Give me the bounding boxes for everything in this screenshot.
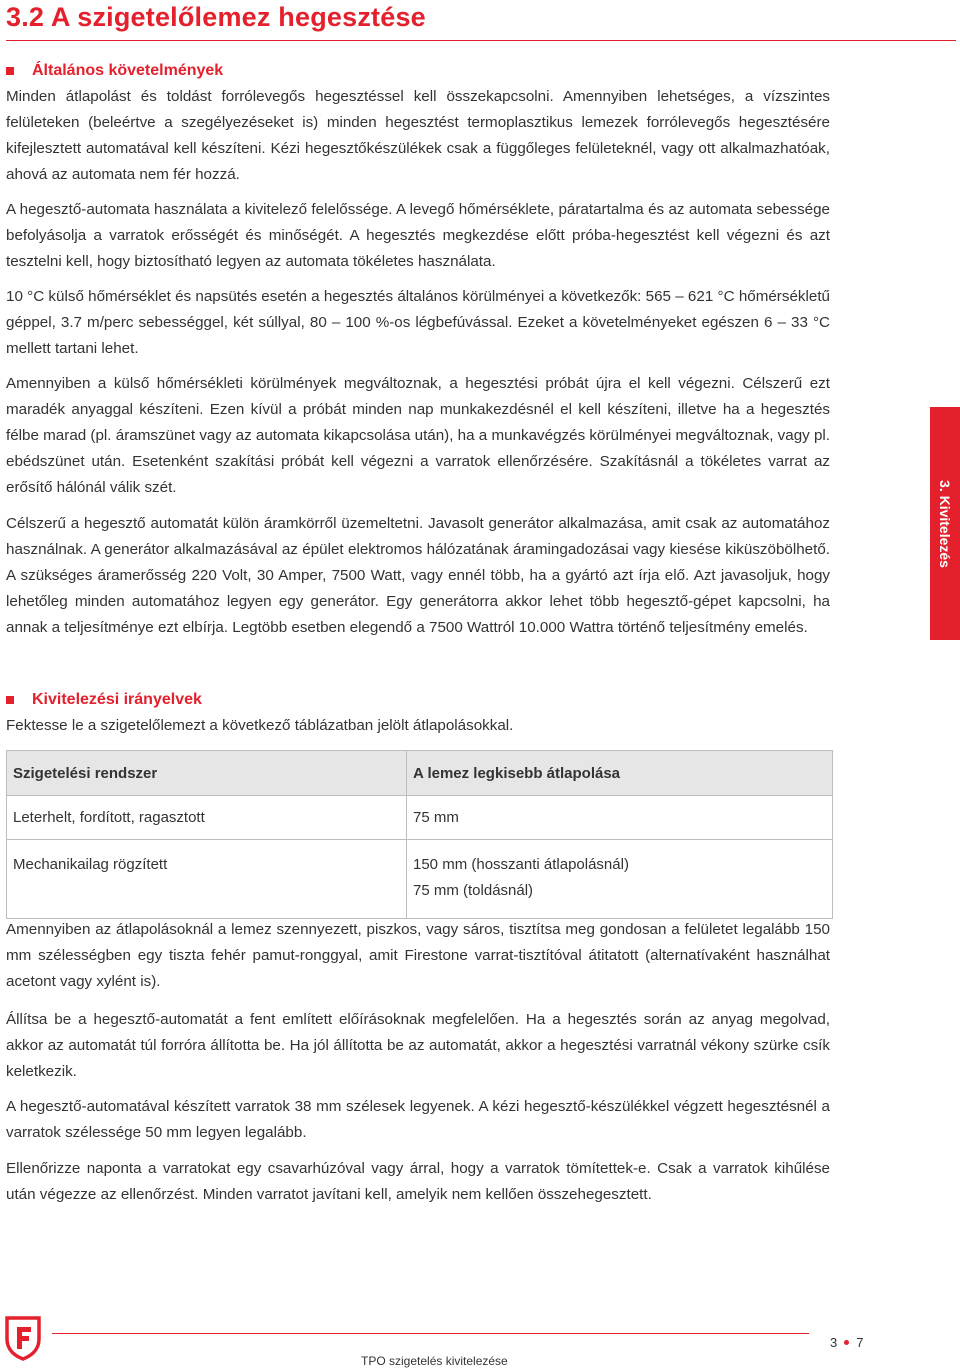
table-cell-system: Leterhelt, fordított, ragasztott: [7, 796, 407, 840]
execution-paragraph-3: A hegesztő-automatával készített varratok 38 mm szélesek legyenek. A kézi hegesztő-készülékkel végzett hegesztésnél a varratok szélessége 50 mm legyen legalább.: [6, 1098, 830, 1141]
general-paragraph-3: 10 °C külső hőmérséklet és napsütés esetén a hegesztés általános körülményei a következők: 565 – 621 °C hőmérsékletű géppel, 3.7 m/perc sebességgel, két súllyal, 80 – 100 %-os légbefúvással. Ezeket a követelményeket egészen 6 – 33 °C mellett tartani lehet.: [6, 288, 830, 357]
table-cell-overlap-line: 75 mm (toldásnál): [413, 882, 534, 899]
dot-icon: [844, 1340, 849, 1345]
page-number-value: 7: [856, 1335, 864, 1350]
execution-paragraph-1: Amennyiben az átlapolásoknál a lemez szennyezett, piszkos, vagy sáros, tisztítsa meg gondosan a felületet legalább 150 mm szélességben egy tiszta fehér pamut-ronggyal, amit Firestone varrat-tisztítóval átitatott (alternatívaként használhat acetont vagy xylént is).: [6, 921, 830, 990]
table-cell-overlap: [407, 840, 833, 919]
general-paragraph-2: A hegesztő-automata használata a kivitelező felelőssége. A levegő hőmérséklete, páratartalma és az automata sebessége befolyásolja a varratok erősségét és minőségét. A hegesztés megkezdése előtt próba-hegesztést kell végezni és azt tesztelni kell, hogy biztosítható legyen az automata tökéletes használata.: [6, 201, 830, 270]
table-cell-overlap: 75 mm: [407, 796, 833, 840]
execution-paragraph-4: Ellenőrizze naponta a varratokat egy csavarhúzóval vagy árral, hogy a varratok tömítettek-e. Csak a varratok kihűlése után végezze az ellenőrzést. Minden varratot javítani kell, amelyik nem kellően összehegesztett.: [6, 1160, 830, 1203]
table-header-row: [7, 751, 833, 796]
firestone-f-shield-icon: [4, 1315, 42, 1361]
table-row: [7, 840, 833, 919]
page-title: 3.2 A szigetelőlemez hegesztése: [6, 2, 426, 32]
table-row: [7, 796, 833, 840]
section-heading-execution-text: Kivitelezési irányelvek: [32, 691, 202, 708]
bullet-square-icon: [6, 67, 14, 75]
footer-rule: [52, 1333, 809, 1334]
table-header-overlap: A lemez legkisebb átlapolása: [407, 751, 833, 796]
table-cell-overlap-line: 150 mm (hosszanti átlapolásnál): [413, 856, 629, 873]
footer-title: TPO szigetelés kivitelezése: [361, 1354, 508, 1368]
general-paragraph-4: Amennyiben a külső hőmérsékleti körülmények megváltoznak, a hegesztési próbát újra el kell végezni. Célszerű ezt maradék anyaggal készíteni. Ezen kívül a próbát minden nap munkakezdésnél el kell készíteni, illetve ha a hegesztés félbe marad (pl. áramszünet vagy az automata kikapcsolása után), ha a munkavégzés körülményei megváltoznak, vagy pl. ebédszünet után. Esetenként szakítási próbát kell végezni a varratok ellenőrzésére. Szakításnál a tökéletes varrat az erősítő hálónál válik szét.: [6, 375, 830, 496]
general-paragraph-1: Minden átlapolást és toldást forrólevegős hegesztéssel kell összekapcsolni. Amennyiben lehetséges, a vízszintes felületeken (beleértve a szegélyezéseket is) minden hegesztést termoplasztikus lemezek forrólevegős hegesztésére kifejlesztett automatával kell készíteni. Kézi hegesztőkészülékek csak a függőleges felületeknél, vagy ott alkalmazhatóak, ahová az automata nem fér hozzá.: [6, 88, 830, 183]
table-cell-system: Mechanikailag rögzített: [7, 840, 407, 919]
section-heading-execution: [6, 691, 202, 709]
chapter-side-tab: [930, 407, 960, 640]
page-number: [830, 1335, 863, 1350]
section-heading-general: [6, 62, 223, 80]
chapter-side-tab-label: 3. Kivitelezés: [937, 479, 953, 568]
execution-intro: Fektesse le a szigetelőlemezt a következő táblázatban jelölt átlapolásokkal.: [6, 717, 514, 734]
chapter-number: 3: [830, 1335, 838, 1350]
title-rule: [6, 40, 956, 41]
overlap-table: [6, 750, 833, 919]
execution-paragraph-2: Állítsa be a hegesztő-automatát a fent említett előírásoknak megfelelően. Ha a hegesztés során az anyag megolvad, akkor az automatát túl forróra állította be. Ha jól állította be az automatát, akkor a hegesztési varratnál vékony szürke csík keletkezik.: [6, 1011, 830, 1080]
general-paragraph-5: Célszerű a hegesztő automatát külön áramkörről üzemeltetni. Javasolt generátor alkalmazása, amit csak az automatához használnak. A generátor alkalmazásával az épület elektromos hálózatának áramingadozásai vagy kiesése kiküszöbölhető. A szükséges áramerősség 220 Volt, 30 Amper, 7500 Watt, vagy ennél több, ha a gyártó azt írja elő. Azt javasoljuk, hogy lehetőleg minden automatához legyen egy generátor. Egy generátorra akkor lehet több hegesztő-gépet kapcsolni, ha annak a teljesítménye ezt elbírja. Legtöbb esetben elegendő a 7500 Wattról 10.000 Wattra történő teljesítmény emelés.: [6, 515, 830, 636]
section-heading-general-text: Általános követelmények: [32, 62, 224, 79]
table-header-system: Szigetelési rendszer: [7, 751, 407, 796]
bullet-square-icon: [6, 696, 14, 704]
